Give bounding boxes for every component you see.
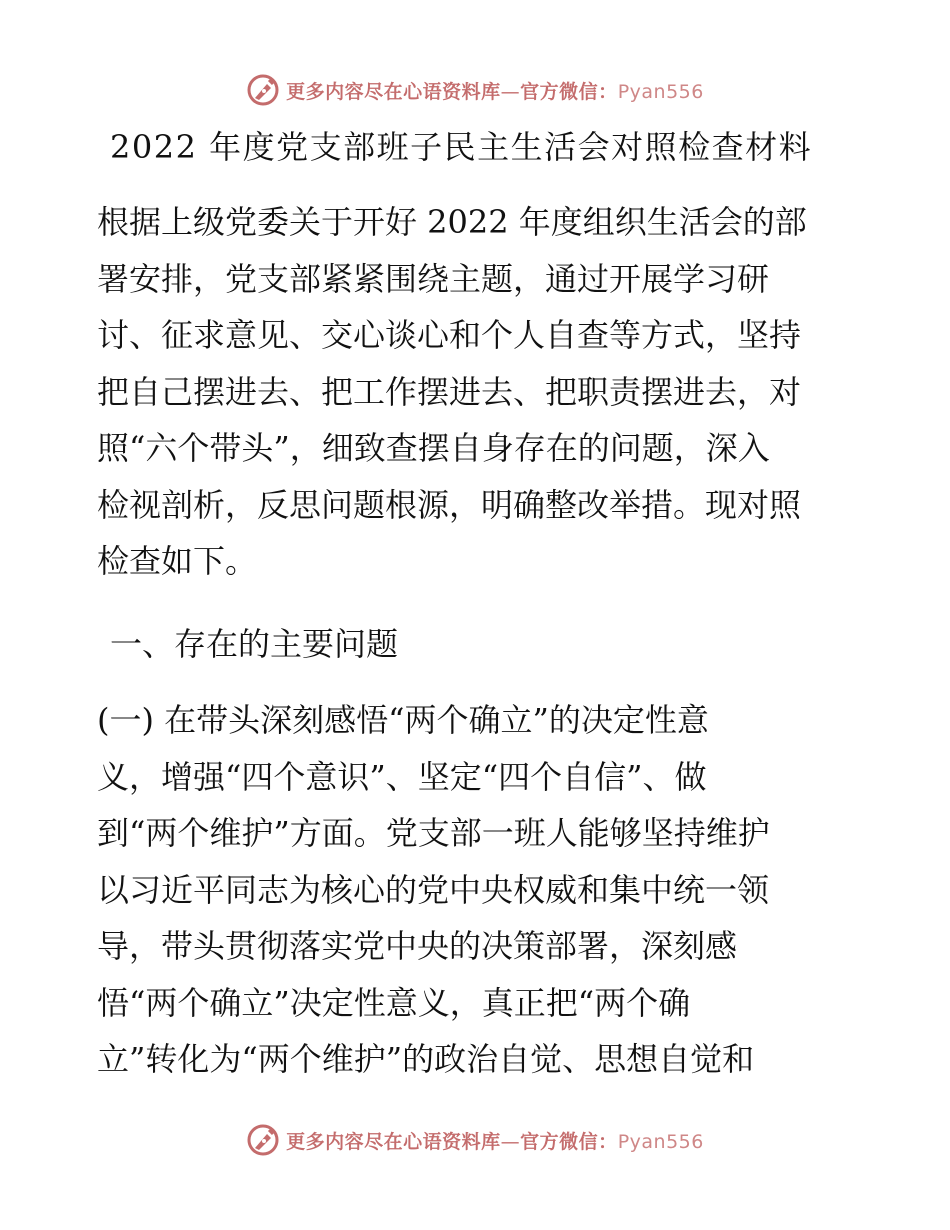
paragraph-line: 导，带头贯彻落实党中央的决策部署，深刻感 bbox=[97, 927, 738, 965]
watermark-id: Pyan556 bbox=[617, 1130, 704, 1153]
paragraph-line: 讨、征求意见、交心谈心和个人自查等方式，坚持 bbox=[97, 316, 802, 354]
watermark-separator: — bbox=[500, 1130, 521, 1153]
section-paragraph bbox=[97, 692, 857, 1088]
footer-watermark bbox=[0, 1122, 950, 1158]
watermark-contact: 官方微信： bbox=[520, 80, 618, 103]
paragraph-line: 署安排，党支部紧紧围绕主题，通过开展学习研 bbox=[97, 259, 770, 298]
watermark-id: Pyan556 bbox=[617, 80, 704, 103]
watermark-contact: 官方微信： bbox=[520, 1130, 618, 1153]
paragraph-line: 照“六个带头”，细致查摆自身存在的问题，深入 bbox=[97, 429, 770, 467]
document-title: 2022 年度党支部班子民主生活会对照检查材料 bbox=[110, 128, 813, 166]
intro-paragraph bbox=[97, 194, 857, 590]
watermark-main: 更多内容尽在心语资料库 bbox=[286, 80, 501, 103]
section-heading: 一、存在的主要问题 bbox=[110, 625, 399, 663]
pen-nib-circle-icon bbox=[246, 1123, 280, 1157]
paragraph-line: (一) 在带头深刻感悟“两个确立”的决定性意 bbox=[97, 701, 709, 739]
watermark-text bbox=[286, 1127, 704, 1154]
watermark-main: 更多内容尽在心语资料库 bbox=[286, 1130, 501, 1153]
paragraph-line: 立”转化为“两个维护”的政治自觉、思想自觉和 bbox=[97, 1040, 755, 1078]
watermark-separator: — bbox=[500, 80, 521, 103]
paragraph-line: 把自己摆进去、把工作摆进去、把职责摆进去，对 bbox=[97, 372, 802, 411]
paragraph-line: 检视剖析，反思问题根源，明确整改举措。现对照 bbox=[97, 485, 802, 524]
paragraph-line: 根据上级党委关于开好 2022 年度组织生活会的部 bbox=[97, 203, 807, 241]
paragraph-line: 义，增强“四个意识”、坚定“四个自信”、做 bbox=[97, 757, 707, 796]
paragraph-line: 检查如下。 bbox=[97, 542, 258, 580]
paragraph-line: 悟“两个确立”决定性意义，真正把“两个确 bbox=[97, 983, 691, 1022]
header-watermark bbox=[0, 72, 950, 108]
paragraph-line: 以习近平同志为核心的党中央权威和集中统一领 bbox=[97, 870, 770, 909]
watermark-text bbox=[286, 77, 704, 104]
pen-nib-circle-icon bbox=[246, 73, 280, 107]
paragraph-line: 到“两个维护”方面。党支部一班人能够坚持维护 bbox=[97, 814, 770, 852]
